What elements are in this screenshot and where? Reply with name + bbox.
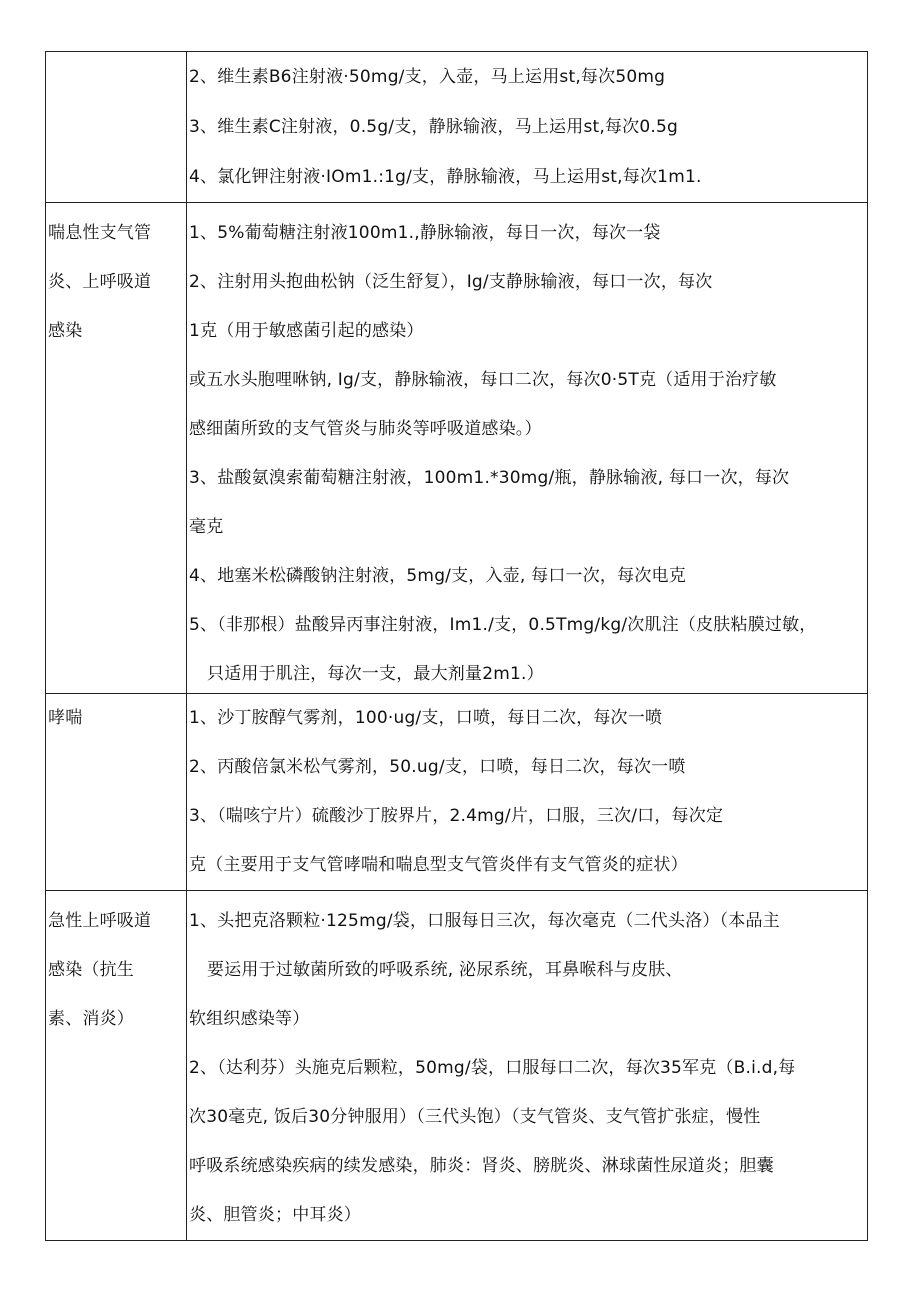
table-row — [46, 891, 868, 1241]
medication-line: 4、氯化钾注射液·IOm1.:1g∕支，静脉输液，马上运用st,每次1m1. — [189, 167, 702, 187]
medication-cell — [187, 52, 868, 203]
medication-line: 毫克 — [189, 517, 224, 537]
medication-line: 软组织感染等） — [189, 1009, 310, 1029]
medication-line: 4、地塞米松磷酸钠注射液，5mg∕支，入壶, 每口一次，每次电克 — [189, 566, 686, 586]
medication-line: 或五水头胞哩咻钠, Ig/支，静脉输液，每口二次，每次0·5T克（适用于治疗敏 — [189, 370, 777, 390]
medication-line: 1、头把克洛颗粒·125mg∕袋，口服每日三次，每次毫克（二代头洛）（本品主 — [189, 911, 780, 931]
medication-line: 3、（喘咳宁片）硫酸沙丁胺界片，2.4mg∕片，口服，三次/口，每次定 — [189, 806, 724, 826]
medication-line: 1克（用于敏感菌引起的感染） — [189, 321, 424, 341]
condition-line: 素、消炎） — [48, 1009, 134, 1029]
medication-cell — [187, 891, 868, 1241]
table-row — [46, 203, 868, 694]
medication-line: 要运用于过敏菌所致的呼吸系统, 泌尿系统，耳鼻喉科与皮肤、 — [207, 960, 683, 980]
condition-line: 炎、上呼吸道 — [48, 272, 152, 292]
medication-line: 3、盐酸氨溴索葡萄糖注射液，100m1.*30mg/瓶，静脉输液, 每口一次，每次 — [189, 468, 790, 488]
medication-cell — [187, 203, 868, 694]
medication-line: 炎、胆管炎；中耳炎） — [189, 1205, 361, 1225]
medication-line: 次30毫克, 饭后30分钟服用）（三代头饱）（支气管炎、支气管扩张症，慢性 — [189, 1107, 761, 1127]
medication-line: 2、注射用头抱曲松钠（泛生舒复），Ig/支静脉输液，每口一次，每次 — [189, 272, 713, 292]
condition-line: 急性上呼吸道 — [48, 911, 152, 931]
medication-line: 克（主要用于支气管哮喘和喘息型支气管炎伴有支气管炎的症状） — [189, 855, 688, 875]
medication-line: 2、（达利芬）头施克后颗粒，50mg∕袋，口服每口二次，每次35军克（B.i.d,每 — [189, 1058, 796, 1078]
medication-line: 感细菌所致的支气管炎与肺炎等呼吸道感染。） — [189, 419, 542, 439]
table-row — [46, 52, 868, 203]
medication-line: 只适用于肌注，每次一支，最大剂量2m1.） — [207, 664, 544, 684]
condition-line: 哮喘 — [48, 708, 83, 728]
medication-line: 1、5%葡萄糖注射液100m1.,静脉输液，每日一次，每次一袋 — [189, 223, 661, 243]
condition-cell — [46, 891, 187, 1241]
condition-line: 喘息性支气管 — [48, 223, 152, 243]
condition-line: 感染（抗生 — [48, 960, 134, 980]
medication-line: 3、维生素C注射液，0.5g∕支，静脉输液，马上运用st,每次0.5g — [189, 117, 678, 137]
condition-cell — [46, 203, 187, 694]
prescription-table — [45, 51, 868, 1241]
condition-cell — [46, 694, 187, 891]
medication-line: 呼吸系统感染疾病的续发感染，肺炎：肾炎、膀胱炎、淋球菌性尿道炎；胆囊 — [189, 1156, 774, 1176]
medication-line: 5、（非那根）盐酸异丙事注射液，Im1./支，0.5Tmg∕kg∕次肌注（皮肤粘膜过敏， — [189, 615, 817, 635]
medication-line: 2、维生素B6注射液·50mg∕支，入壶，马上运用st,每次50mg — [189, 67, 666, 87]
medication-line: 2、丙酸倍氯米松气雾剂，50.ug∕支，口喷，每日二次，每次一喷 — [189, 757, 686, 777]
medication-cell — [187, 694, 868, 891]
medication-line: 1、沙丁胺醇气雾剂，100·ug∕支，口喷，每日二次，每次一喷 — [189, 708, 663, 728]
condition-cell — [46, 52, 187, 203]
table-row — [46, 694, 868, 891]
condition-line: 感染 — [48, 321, 83, 341]
